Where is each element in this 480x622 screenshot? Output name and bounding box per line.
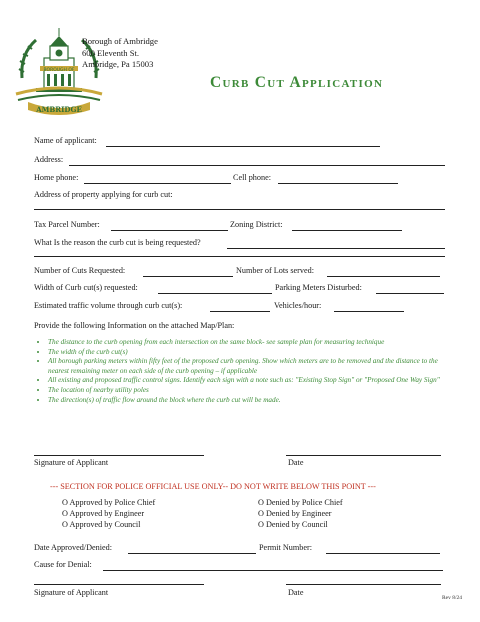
address-line: Borough of Ambridge [82, 36, 158, 46]
revision-note: Rev 8/24 [441, 595, 462, 601]
approved-by-police-chief-option[interactable]: O Approved by Police Chief [62, 498, 156, 507]
denied-by-police-chief-option[interactable]: O Denied by Police Chief [258, 498, 343, 507]
permit-number-label: Permit Number: [259, 543, 312, 552]
list-item: • All existing and proposed traffic control signs. Identify each sign with a note such as: "Existing Stop Sign" or "Proposed One Way Sign" [48, 376, 452, 385]
date-label-2: Date [288, 588, 304, 597]
applicant-signature-field-2[interactable] [34, 584, 204, 585]
lots-served-field[interactable] [327, 276, 440, 277]
approved-options [62, 497, 155, 530]
denied-options [258, 497, 343, 530]
vehicles-hour-label: Vehicles/hour: [274, 301, 322, 310]
property-address-label: Address of property applying for curb cut: [34, 190, 173, 199]
traffic-volume-label: Estimated traffic volume through curb cut(s): [34, 301, 183, 310]
tax-parcel-label: Tax Parcel Number: [34, 220, 100, 229]
denied-by-council-option[interactable]: O Denied by Council [258, 520, 328, 529]
address-field[interactable] [69, 165, 445, 166]
date-approved-field[interactable] [128, 553, 256, 554]
date-approved-label: Date Approved/Denied: [34, 543, 112, 552]
cuts-requested-label: Number of Cuts Requested: [34, 266, 126, 275]
vehicles-hour-field[interactable] [334, 311, 404, 312]
cell-phone-field[interactable] [278, 183, 398, 184]
approved-by-council-option[interactable]: O Approved by Council [62, 520, 141, 529]
denied-by-engineer-option[interactable]: O Denied by Engineer [258, 509, 332, 518]
map-requirements-list [36, 338, 452, 405]
permit-number-field[interactable] [326, 553, 440, 554]
tax-parcel-field[interactable] [111, 230, 228, 231]
home-phone-field[interactable] [84, 183, 231, 184]
property-address-field[interactable] [34, 209, 445, 210]
home-phone-label: Home phone: [34, 173, 79, 182]
applicant-signature-label-2: Signature of Applicant [34, 588, 109, 597]
approved-by-engineer-option[interactable]: O Approved by Engineer [62, 509, 145, 518]
address-label: Address: [34, 155, 64, 164]
width-field[interactable] [158, 293, 272, 294]
traffic-volume-field[interactable] [210, 311, 270, 312]
logo-banner-text: AMBRIDGE [36, 105, 82, 114]
list-item: • The width of the curb cut(s) [48, 348, 452, 357]
cause-denial-label: Cause for Denial: [34, 560, 92, 569]
address-line: 600 Eleventh St. [82, 47, 140, 58]
zoning-field[interactable] [292, 230, 402, 231]
page-title: Curb Cut Application [210, 74, 384, 91]
applicant-signature-field[interactable] [34, 455, 204, 456]
cuts-requested-field[interactable] [143, 276, 233, 277]
list-item: • The distance to the curb opening from each intersection on the same block- see sample plan for measuring technique [48, 338, 452, 347]
list-item: • The direction(s) of traffic flow around the block where the curb cut will be made. [48, 396, 452, 405]
reason-field-line2[interactable] [34, 256, 445, 257]
cause-denial-field[interactable] [103, 570, 443, 571]
provide-info-label: Provide the following Information on the attached Map/Plan: [34, 321, 235, 330]
date-label: Date [288, 458, 304, 467]
applicant-signature-label: Signature of Applicant [34, 458, 109, 467]
applicant-field[interactable] [106, 146, 380, 147]
list-item: • All borough parking meters within fifty feet of the proposed curb opening. Show which meters are to be removed and the distance to the nearest remaining meter on each side of the curb opening – if applicable [48, 357, 452, 376]
address-line: Ambridge, Pa 15003 [82, 59, 154, 69]
zoning-label: Zoning District: [230, 220, 283, 229]
reason-label: What Is the reason the curb cut is being requested? [34, 238, 201, 247]
borough-address [82, 36, 158, 71]
date-field-2[interactable] [286, 584, 441, 585]
lots-served-label: Number of Lots served: [236, 266, 314, 275]
cell-phone-label: Cell phone: [233, 173, 271, 182]
width-label: Width of Curb cut(s) requested: [34, 283, 138, 292]
police-use-banner: --- SECTION FOR POLICE OFFICIAL USE ONLY-- DO NOT WRITE BELOW THIS POINT --- [50, 482, 376, 491]
date-field[interactable] [286, 455, 441, 456]
parking-meters-field[interactable] [376, 293, 444, 294]
reason-field[interactable] [227, 248, 445, 249]
logo-top-text: BOROUGH OF [43, 68, 75, 73]
list-item: • The location of nearby utility poles [48, 386, 452, 395]
applicant-label: Name of applicant: [34, 136, 97, 145]
parking-meters-label: Parking Meters Disturbed: [275, 283, 362, 292]
